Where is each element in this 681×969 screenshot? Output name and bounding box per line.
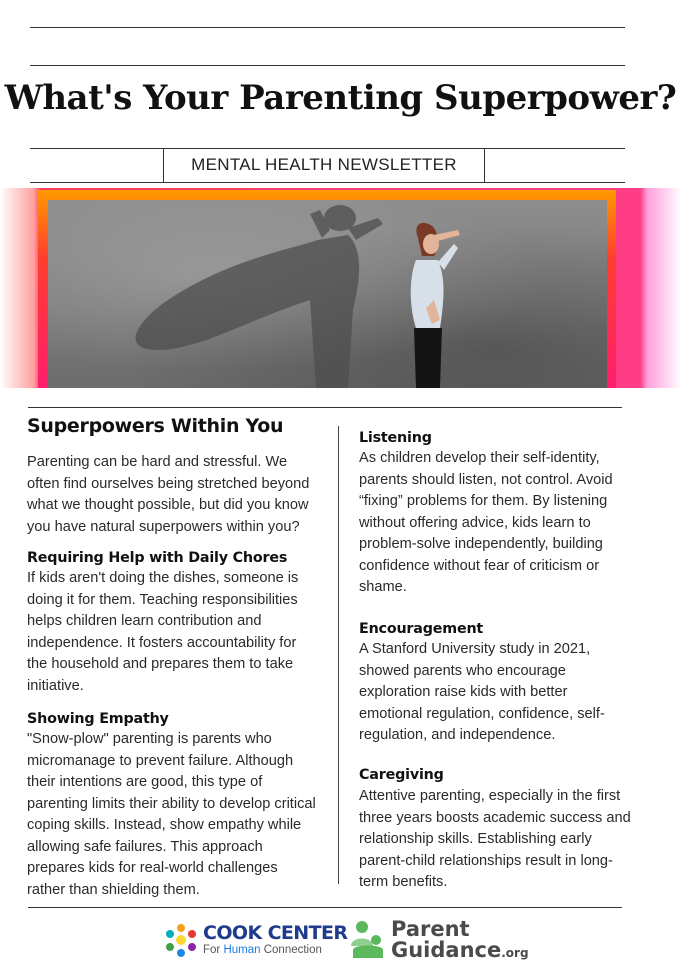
- text-line: three years boosts academic success and: [359, 809, 631, 826]
- intro-paragraph: [27, 452, 332, 538]
- content-top-rule: [28, 407, 622, 408]
- text-line: initiative.: [27, 677, 84, 694]
- hero-illustration: [48, 200, 607, 388]
- cape-shadow: [136, 205, 383, 388]
- empathy-paragraph: [27, 729, 332, 901]
- text-line: without offering advice, kids learn to: [359, 514, 591, 531]
- page-title: What's Your Parenting Superpower?: [4, 78, 677, 118]
- text-line: problem-solve independently, building: [359, 536, 603, 552]
- text-line: confidence without fear of criticism or: [359, 557, 600, 574]
- family-icon: [349, 920, 385, 960]
- section-heading: Superpowers Within You: [27, 415, 284, 437]
- encouragement-paragraph: [359, 639, 649, 747]
- text-line: allowing safe failures. This approach: [27, 838, 263, 855]
- title-top-rule: [30, 65, 625, 66]
- caregiving-heading: Caregiving: [359, 767, 444, 783]
- text-line: exploration raise kids with better: [359, 684, 568, 700]
- listening-heading: Listening: [359, 430, 432, 446]
- column-divider: [338, 426, 339, 884]
- text-line: parent-child relationships result in long-: [359, 852, 613, 869]
- text-line: parents should listen, not control. Avoid: [359, 471, 613, 488]
- text-line: If kids aren't doing the dishes, someone is: [27, 570, 299, 586]
- text-line: helps children learn contribution and: [27, 613, 262, 629]
- cook-center-name: COOK CENTER: [203, 921, 348, 944]
- text-line: what we thought possible, but did you know: [27, 497, 309, 513]
- woman-figure: [411, 223, 460, 388]
- encouragement-heading: Encouragement: [359, 621, 484, 637]
- people-circle-icon: [163, 922, 199, 958]
- text-line: doing it for them. Teaching responsibilities: [27, 591, 298, 608]
- text-line: showed parents who encourage: [359, 662, 566, 679]
- cook-center-tagline: For Human Connection: [203, 943, 322, 956]
- caregiving-paragraph: [359, 786, 649, 894]
- parent-guidance-line2: Guidance.org: [391, 938, 529, 962]
- parent-guidance-line1: Parent: [391, 917, 470, 941]
- text-line: emotional regulation, confidence, self-: [359, 705, 605, 722]
- top-rule: [30, 27, 625, 28]
- text-line: Parenting can be hard and stressful. We: [27, 454, 288, 470]
- text-line: term benefits.: [359, 874, 448, 890]
- text-line: shame.: [359, 579, 407, 595]
- text-line: regulation, and independence.: [359, 727, 556, 743]
- text-line: Attentive parenting, especially in the first: [359, 788, 621, 804]
- text-line: prepares kids for real-world challenges: [27, 860, 278, 876]
- text-line: often find ourselves being stretched beyond: [27, 475, 310, 492]
- chores-heading: Requiring Help with Daily Chores: [27, 550, 288, 566]
- text-line: the household and prepares them to take: [27, 656, 294, 672]
- text-line: micromanage to prevent failure. Although: [27, 752, 294, 769]
- subtitle-bottom-rule: [30, 182, 625, 183]
- text-line: As children develop their self-identity,: [359, 450, 600, 466]
- text-line: relationship skills. Establishing early: [359, 831, 592, 847]
- text-line: independence. It fosters accountability for: [27, 634, 297, 651]
- cook-center-logo[interactable]: [163, 918, 347, 962]
- text-line: their intentions are good, this type of: [27, 774, 263, 790]
- text-line: "Snow-plow" parenting is parents who: [27, 731, 272, 747]
- text-line: parenting limits their ability to develop critical: [27, 795, 316, 812]
- text-line: you have natural superpowers within you?: [27, 518, 300, 535]
- text-line: coping skills. Instead, show empathy while: [27, 817, 302, 833]
- text-line: A Stanford University study in 2021,: [359, 641, 591, 657]
- text-line: rather than shielding them.: [27, 881, 200, 898]
- parent-guidance-logo[interactable]: [349, 916, 529, 964]
- newsletter-subtitle: MENTAL HEALTH NEWSLETTER: [163, 148, 485, 182]
- footer-rule: [28, 907, 622, 908]
- superhero-shadow-image: [48, 200, 607, 388]
- text-line: “fixing” problems for them. By listening: [359, 493, 608, 509]
- listening-paragraph: [359, 448, 649, 599]
- chores-paragraph: [27, 568, 332, 697]
- empathy-heading: Showing Empathy: [27, 711, 169, 727]
